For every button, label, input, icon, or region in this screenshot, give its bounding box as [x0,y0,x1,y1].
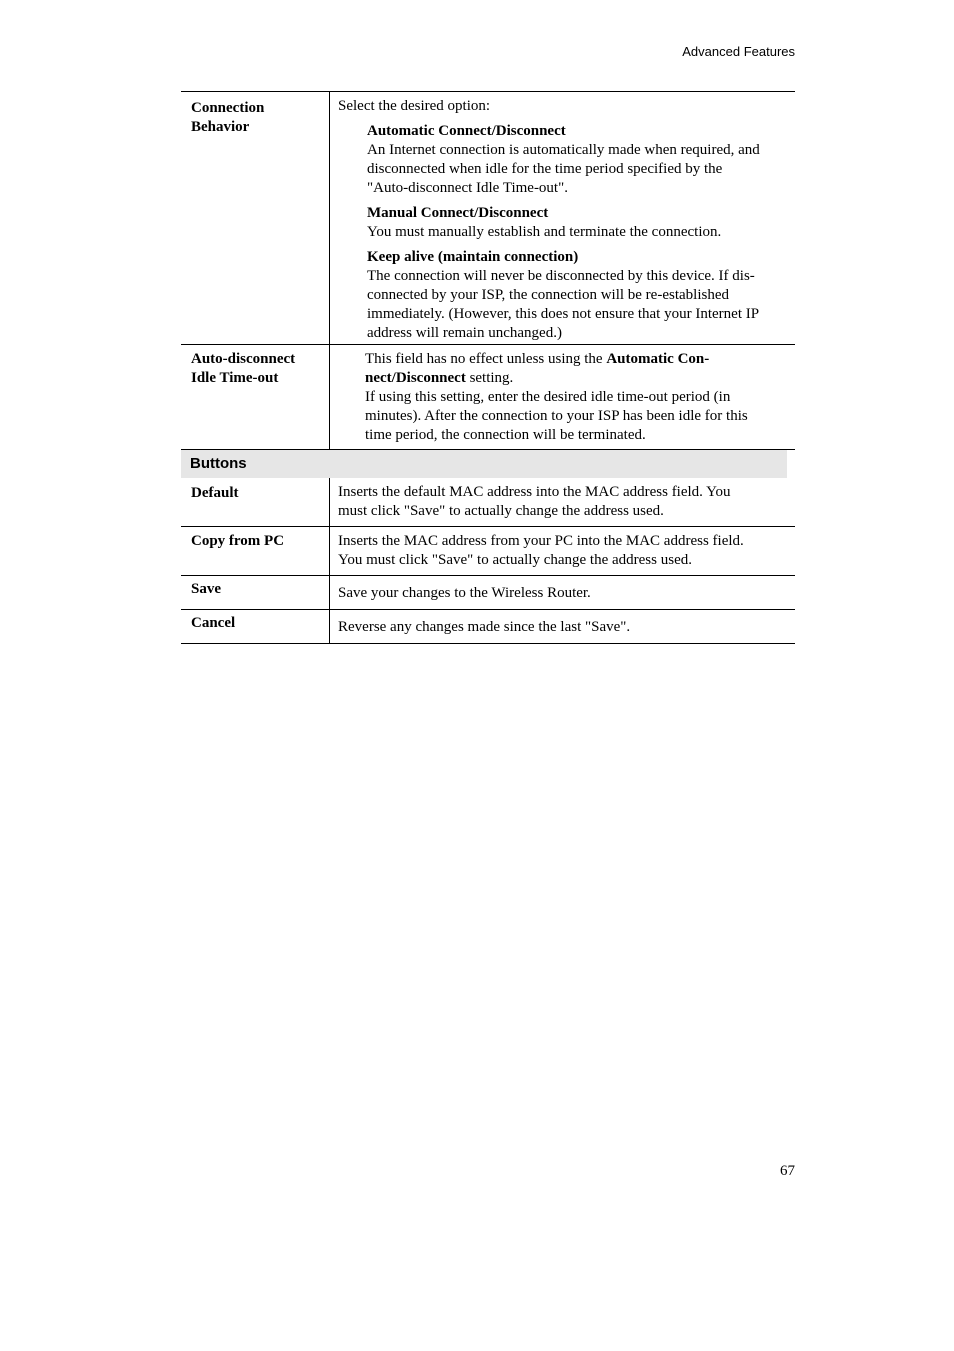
row-label: Save [191,581,221,597]
row-label: Copy from PC [191,533,285,549]
intro-text: Select the desired option: [338,98,491,114]
column-divider [329,345,330,449]
table-row-auto-disconnect [181,345,795,450]
table-row-copy-from-pc [181,527,795,576]
column-divider [329,527,330,575]
option-keep-alive: Keep alive (maintain connection) The connection will never be disconnected by this device. If dis- connected by your ISP, the connection will be re-established immediately. (However, this does not ensure that your Internet IP address will remain unchanged.) [367,248,789,343]
row-description [338,97,789,343]
row-label: Cancel [191,615,236,631]
running-header: Advanced Features [682,44,795,59]
row-description: Save your changes to the Wireless Router. [338,585,591,601]
row-label: Default [191,485,239,501]
column-divider [329,610,330,643]
table-row-connection-behavior [181,91,795,345]
row-description: Inserts the default MAC address into the MAC address field. You must click "Save" to actually change the address used. [338,484,731,519]
row-description: This field has no effect unless using the Automatic Con- nect/Disconnect setting. If using this setting, enter the desired idle time-out period (in minutes). After the connection to your ISP has been idle for this time period, the connection will be terminated. [365,351,748,443]
option-title: Keep alive (maintain connection) [367,249,579,265]
table-row-default [181,478,795,527]
option-manual: Manual Connect/Disconnect You must manually establish and terminate the connection. [367,204,789,242]
option-automatic: Automatic Connect/Disconnect An Internet connection is automatically made when required, and disconnected when idle for the time period specified by the "Auto-disconnect Idle Time-out". [367,122,789,198]
buttons-section-heading: Buttons [181,450,787,478]
option-title: Automatic Connect/Disconnect [367,123,566,139]
row-label: Connection Behavior [191,100,265,135]
option-title: Manual Connect/Disconnect [367,205,549,221]
column-divider [329,576,330,609]
table-row-save [181,576,795,610]
row-label: Auto-disconnect Idle Time-out [191,351,296,386]
page-number: 67 [780,1163,795,1179]
table-row-cancel [181,610,795,644]
row-description: Inserts the MAC address from your PC into the MAC address field. You must click "Save" to actually change the address used. [338,533,744,568]
row-description: Reverse any changes made since the last "Save". [338,619,631,635]
column-divider [329,478,330,526]
column-divider [329,92,330,344]
